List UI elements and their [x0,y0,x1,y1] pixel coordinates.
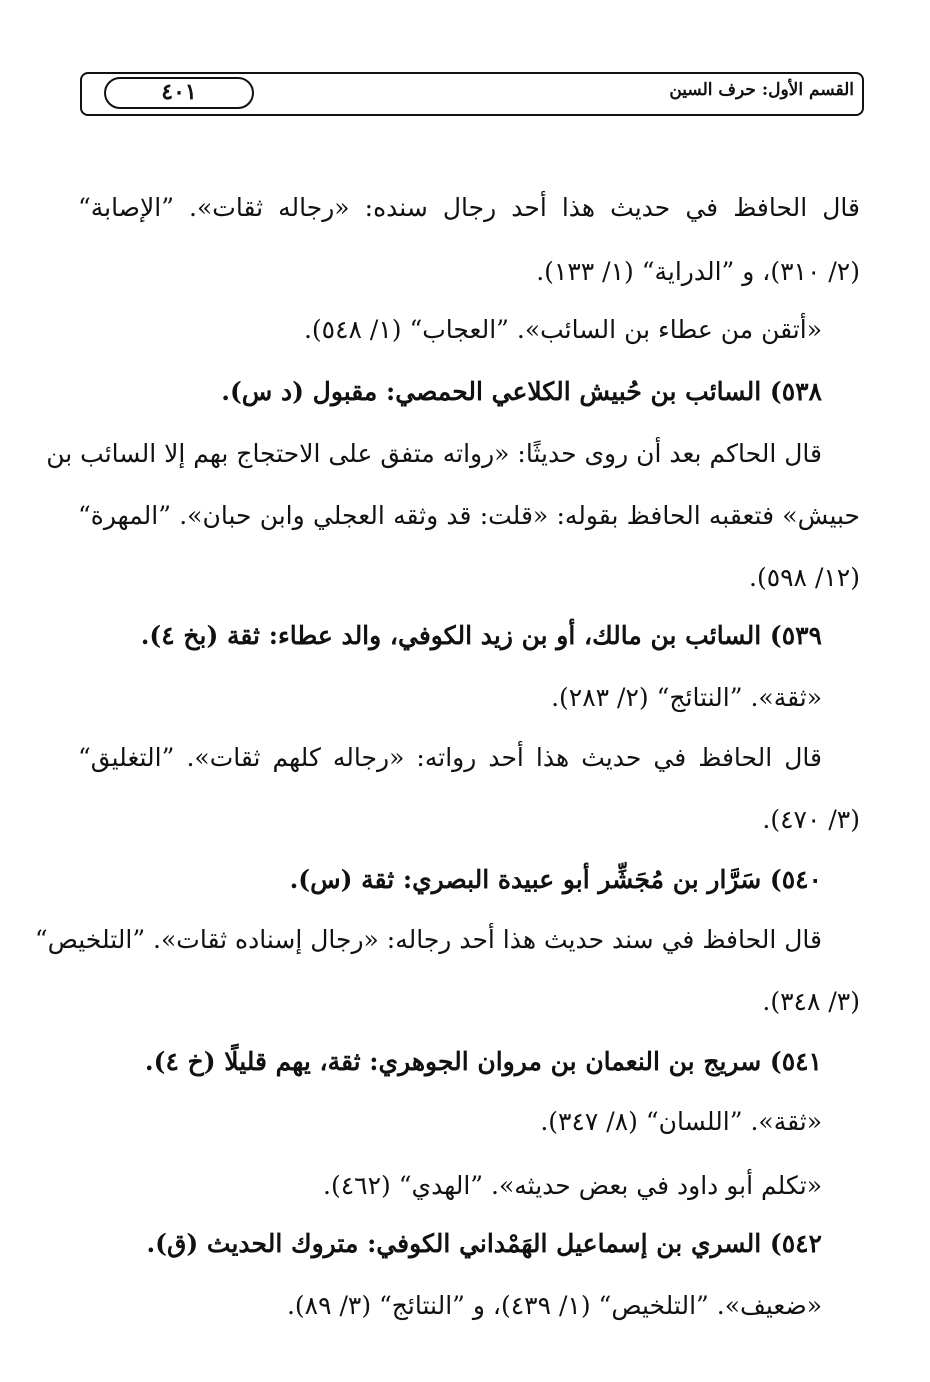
text-line: قال الحافظ في حديث هذا أحد رواته: «رجاله كلهم ثقات». ”التغليق“ [78,743,822,772]
text-line: (٣/ ٤٧٠). [762,805,860,834]
text-line: قال الحافظ في سند حديث هذا أحد رجاله: «رجال إسناده ثقات». ”التلخيص“ [34,925,822,954]
entry-heading: ٥٣٩) السائب بن مالك، أو بن زيد الكوفي، والد عطاء: ثقة (بخ ٤). [140,621,822,650]
running-title: القسم الأول: حرف السين [669,80,854,100]
text-line: «ضعيف». ”التلخيص“ (١/ ٤٣٩)، و ”النتائج“ (٣/ ٨٩). [286,1291,822,1320]
text-line: (٣/ ٣٤٨). [762,987,860,1016]
text-line: (٢/ ٣١٠)، و ”الدراية“ (١/ ١٣٣). [536,257,860,286]
text-line: «ثقة». ”النتائج“ (٢/ ٢٨٣). [551,683,822,712]
text-line: قال الحاكم بعد أن روى حديثًا: «رواته متفق على الاحتجاج بهم إلا السائب بن [46,439,822,468]
entry-heading: ٥٤٠) سَرَّار بن مُجَشِّر أبو عبيدة البصري: ثقة (س). [289,865,822,894]
text-line: «تكلم أبو داود في بعض حديثه». ”الهدي“ (٤٦٢). [323,1171,822,1200]
text-line: حبيش» فتعقبه الحافظ بقوله: «قلت: قد وثقه العجلي وابن حبان». ”المهرة“ [78,501,860,530]
text-line: قال الحافظ في حديث هذا أحد رجال سنده: «رجاله ثقات». ”الإصابة“ [78,193,860,222]
entry-heading: ٥٤٢) السري بن إسماعيل الهَمْداني الكوفي: متروك الحديث (ق). [146,1229,822,1258]
page-number: ٤٠١ [104,77,254,109]
text-line: (١٢/ ٥٩٨). [749,563,860,592]
entry-heading: ٥٤١) سريج بن النعمان بن مروان الجوهري: ثقة، يهم قليلًا (خ ٤). [144,1047,822,1076]
text-line: «أتقن من عطاء بن السائب». ”العجاب“ (١/ ٥٤٨). [303,315,822,344]
entry-heading: ٥٣٨) السائب بن حُبيش الكلاعي الحمصي: مقبول (د س). [221,377,822,406]
text-line: «ثقة». ”اللسان“ (٨/ ٣٤٧). [540,1107,822,1136]
running-header [80,72,864,116]
